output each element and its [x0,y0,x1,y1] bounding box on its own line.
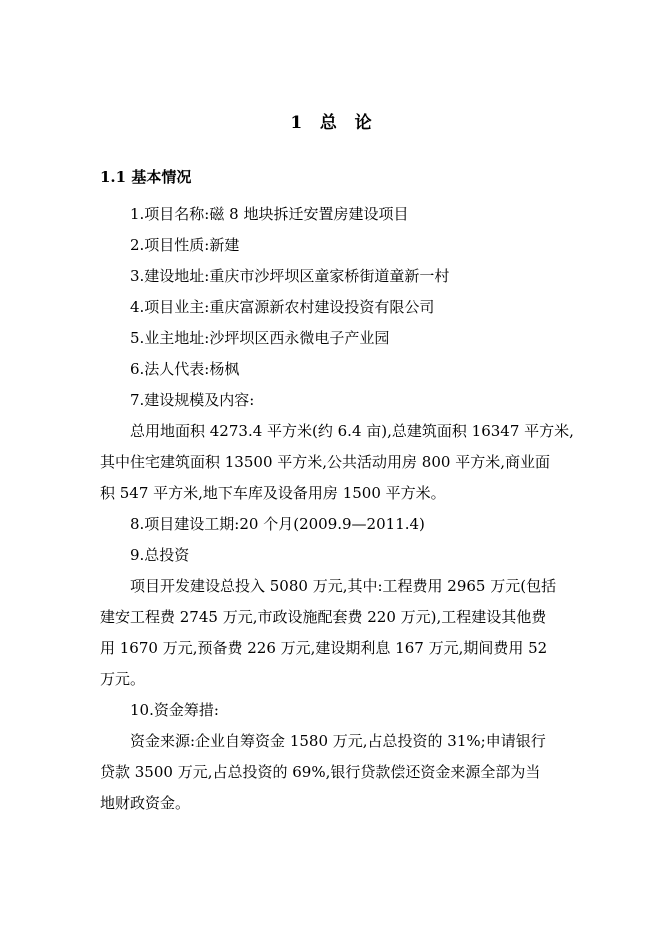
item-owner: 4.项目业主:重庆富源新农村建设投资有限公司 [130,298,435,316]
item-period: 8.项目建设工期:20 个月(2009.9—2011.4) [130,515,425,533]
item-investment-heading: 9.总投资 [130,546,190,564]
investment-paragraph-line: 万元。 [100,670,146,688]
investment-paragraph-line: 建安工程费 2745 万元,市政设施配套费 220 万元),工程建设其他费 [100,608,547,626]
funding-paragraph-line: 资金来源:企业自筹资金 1580 万元,占总投资的 31%;申请银行 [130,732,546,750]
funding-paragraph-line: 贷款 3500 万元,占总投资的 69%,银行贷款偿还资金来源全部为当 [100,763,541,781]
chapter-title: 1 总 论 [290,113,372,133]
section-title: 1.1 基本情况 [100,168,192,186]
item-legal-rep: 6.法人代表:杨枫 [130,360,240,378]
item-owner-address: 5.业主地址:沙坪坝区西永微电子产业园 [130,329,390,347]
scale-paragraph-line: 总用地面积 4273.4 平方米(约 6.4 亩),总建筑面积 16347 平方米, [130,422,574,440]
funding-paragraph-line: 地财政资金。 [100,794,191,812]
item-project-nature: 2.项目性质:新建 [130,236,240,254]
investment-paragraph-line: 项目开发建设总投入 5080 万元,其中:工程费用 2965 万元(包括 [130,577,557,595]
scale-paragraph-line: 积 547 平方米,地下车库及设备用房 1500 平方米。 [100,484,446,502]
item-project-name: 1.项目名称:磁 8 地块拆迁安置房建设项目 [130,205,409,223]
item-scale-heading: 7.建设规模及内容: [130,391,255,409]
item-site-address: 3.建设地址:重庆市沙坪坝区童家桥街道童新一村 [130,267,450,285]
investment-paragraph-line: 用 1670 万元,预备费 226 万元,建设期利息 167 万元,期间费用 52 [100,639,548,657]
scale-paragraph-line: 其中住宅建筑面积 13500 平方米,公共活动用房 800 平方米,商业面 [100,453,550,471]
item-funding-heading: 10.资金筹措: [130,701,219,719]
